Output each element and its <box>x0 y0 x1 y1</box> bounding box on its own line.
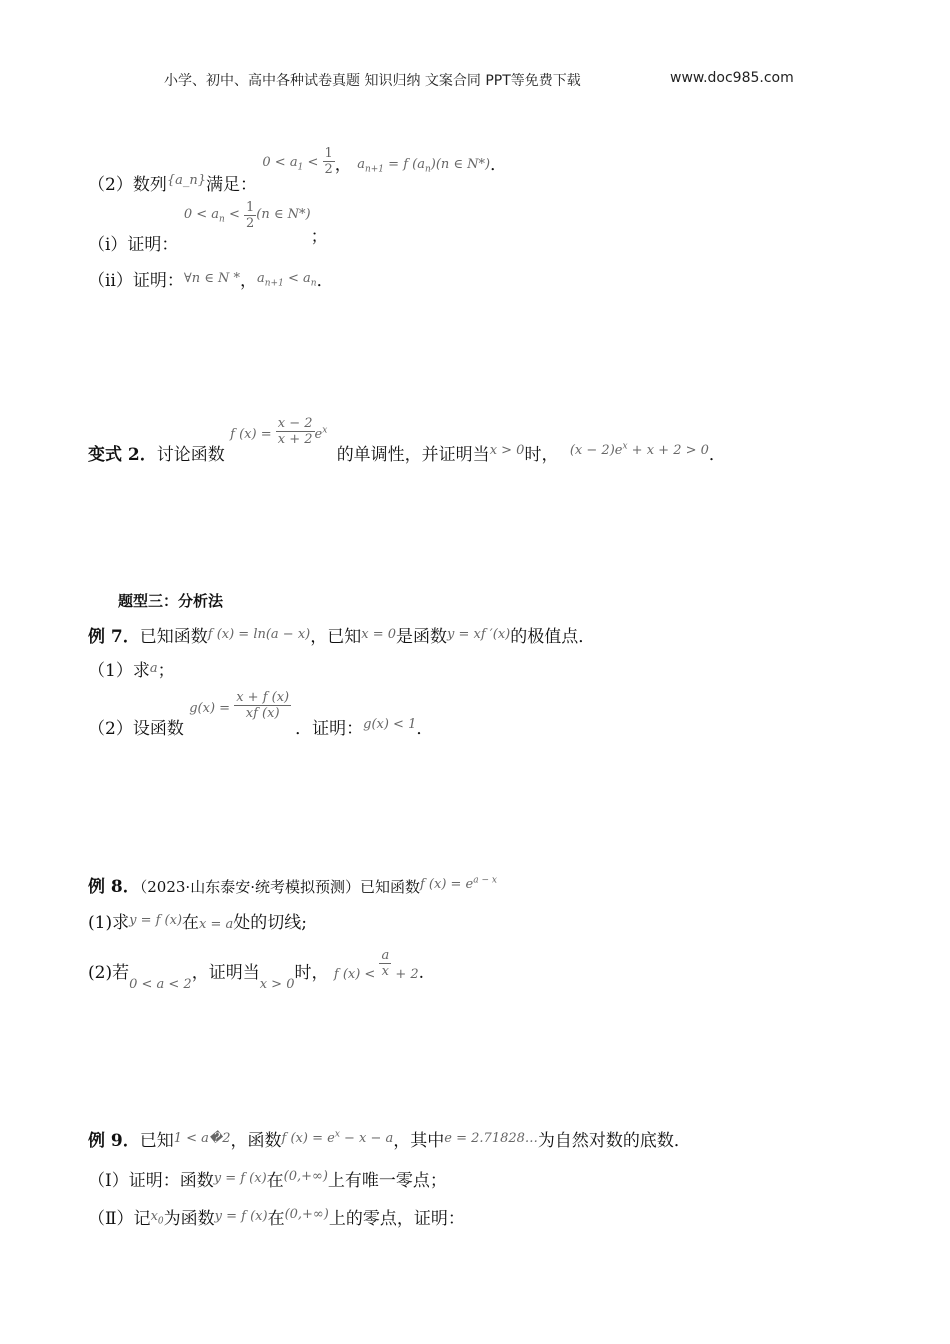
ex8-line: 例 8．（2023·山东泰安·统考模拟预测）已知函数$^{f (x) = e^{a - x}}$ <box>88 875 497 897</box>
part-i-expr: 0 < an < <box>183 207 244 225</box>
half-fraction: $\frac{1}{2}$ <box>324 146 333 177</box>
part2-line: （2）数列$_{\{a\_n\}}$满足： $0 < a_1$ < $\frac{1}{2}$ ， $a_{n+1} = f$ $(a_n)(n$ ∈ N*)． <box>88 146 508 195</box>
part-ii-expr2: an+1 < an <box>257 271 317 289</box>
half-fraction-2: $\frac{1}{2}$ <box>246 200 255 231</box>
ex7-q1: （1）求$^a$； <box>88 661 175 681</box>
ex7-fraction: $\frac{x + f (x)}{xf (x)}$ <box>236 690 290 721</box>
ex8-q1: (1)求$^{y = f (x)}$在x = a处的切线; <box>88 913 307 933</box>
header-left: 小学、初中、高中各种试卷真题 知识归纳 文案合同 PPT等免费下载 <box>164 73 581 89</box>
recurrence: $a_{n+1} = f$ $(a_n)(n$ ∈ N*) <box>357 157 491 175</box>
variant2-line: 变式 2．讨论函数 f (x) = $\frac{x - 2}{x + 2}$ $e^x$ 的单调性，并证明当$_{x > 0}$时， $_{(x - 2)e^x + x + 2 > 0}$． <box>88 416 726 465</box>
ex7-line: 例 7．已知函数$^{f (x) = ln(a - x)}$，已知$^{x = 0}$是函数$^{y = xf '(x)}$的极值点． <box>88 627 596 647</box>
section-title: 题型三：分析法 <box>118 592 224 610</box>
ex9-q2: （Ⅱ）记$^{x_0}$为函数$^{y = f (x)}$在$^{(0,+\infty)}$上的零点，证明： <box>88 1207 465 1229</box>
header-url: www.doc985.com <box>670 70 794 86</box>
part-i-line: （ⅰ）证明： $^{0 < a_n <}$ $\frac{1}{2}$ $^{(n \in N*)}$； <box>88 200 328 255</box>
variant2-fraction: $\frac{x - 2}{x + 2}$ <box>277 416 313 447</box>
part-ii-line: （ⅱ）证明：$^{\forall n \in N *}$，$^{a_{n+1} < a_n}$． <box>88 271 334 291</box>
cond1: $0 < a_1$ < <box>262 155 323 173</box>
ex9-q1: （Ⅰ）证明：函数$^{y = f (x)}$在$^{(0,+\infty)}$上有唯一零点； <box>88 1169 447 1191</box>
ex9-line: 例 9．已知$^{1 < a�2}$，函数$^{f (x) = e^x - x - a}$，其中$^{e = 2.71828\dots}$为自然对数的底数． <box>88 1129 691 1151</box>
ex8-q2: (2)若$_{0 < a < 2}$，证明当$_{x > 0}$时， $_{f (x) <}$ $\frac{a}{x}$ $_{+ 2}$. <box>88 948 425 992</box>
ex7-q2: （2）设函数 g(x) = $\frac{x + f (x)}{xf (x)}$ ．证明：$_{g(x) < 1}$． <box>88 690 434 739</box>
ex8-fraction: $\frac{a}{x}$ <box>381 948 390 979</box>
